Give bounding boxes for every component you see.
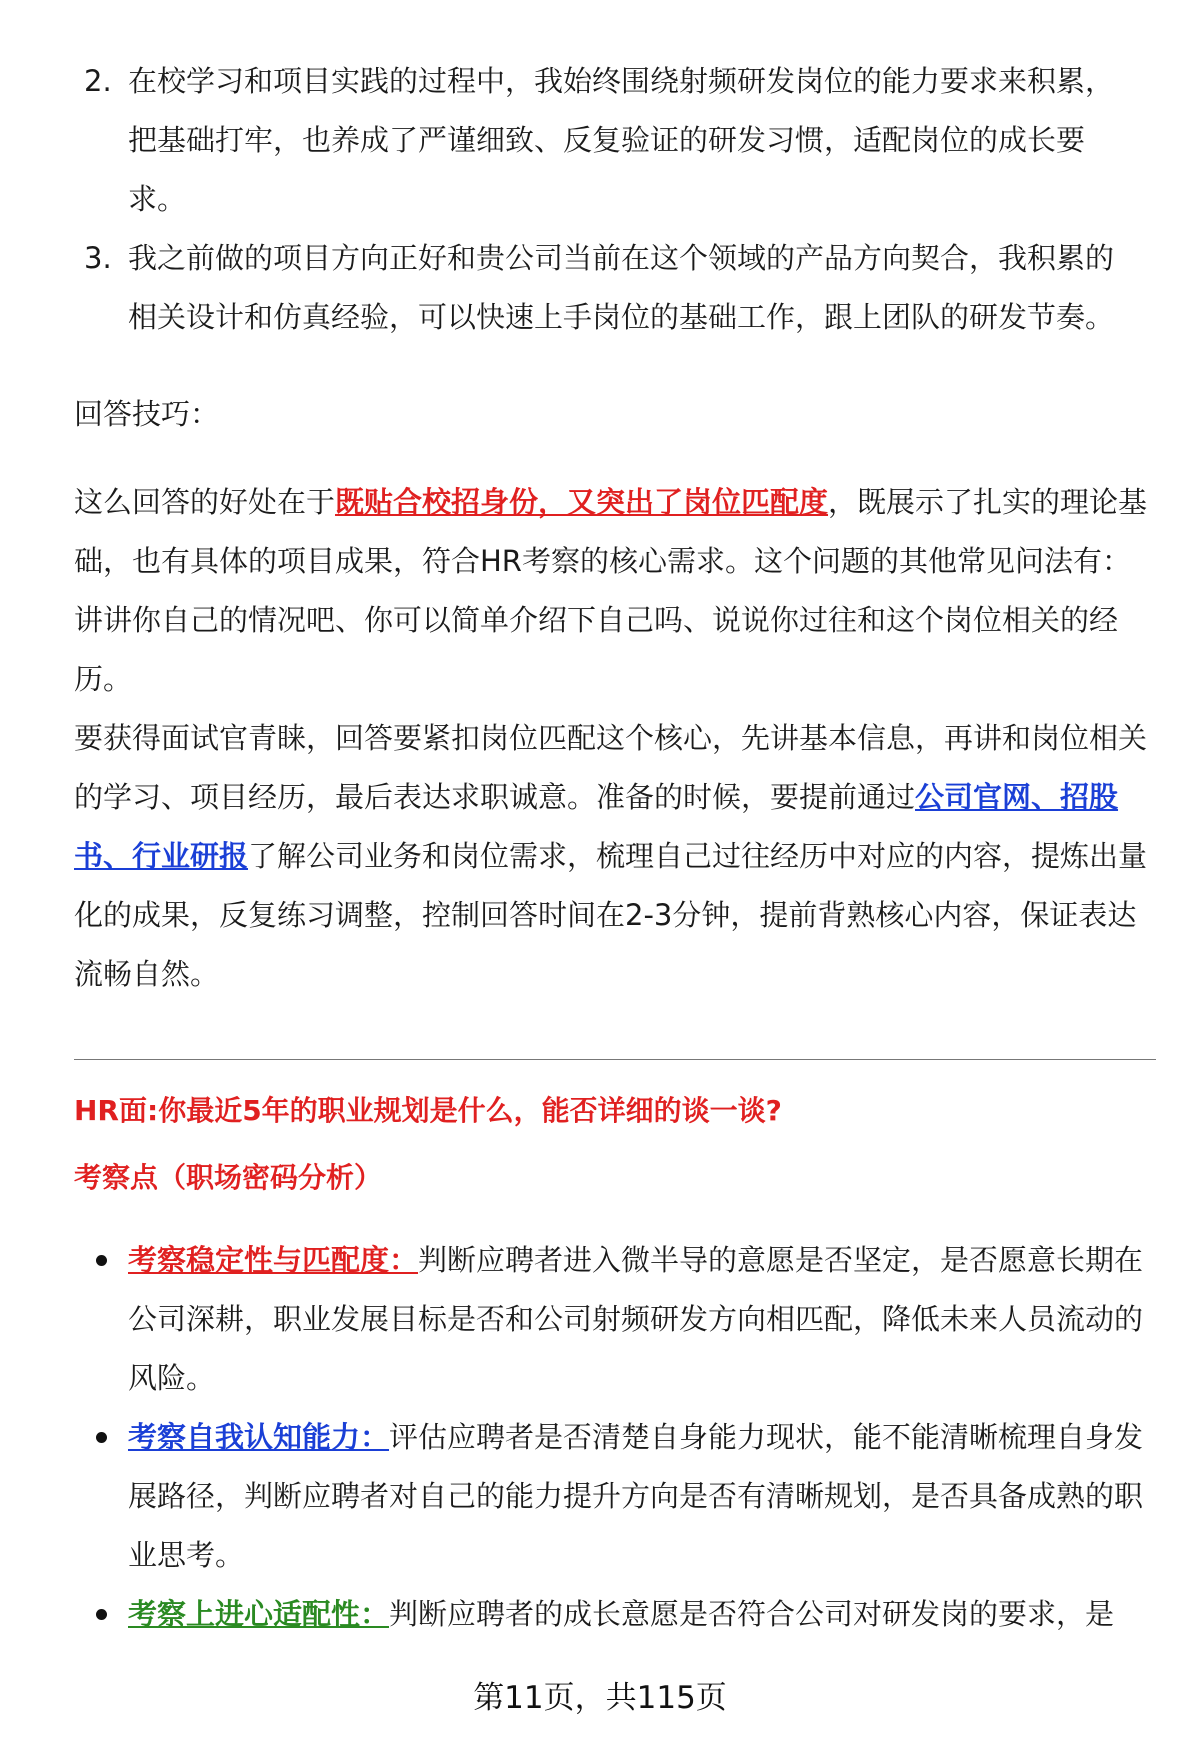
tips-paragraph-2-pre: 要获得面试官青睐，回答要紧扣岗位匹配这个核心，先讲基本信息，再讲和岗位相关的学习、项目经历，最后表达求职诚意。准备的时候，要提前通过 — [74, 721, 1148, 814]
highlight-link-red[interactable]: 既贴合校招身份，又突出了岗位匹配度 — [335, 485, 829, 519]
bullet-item — [96, 1231, 1156, 1408]
numbered-list — [72, 52, 1142, 347]
page-footer: 第11页，共115页 — [473, 1680, 727, 1716]
list-item — [72, 52, 1142, 229]
list-item-text: 在校学习和项目实践的过程中，我始终围绕射频研发岗位的能力要求来积累，把基础打牢，也养成了严谨细致、反复验证的研发习惯，适配岗位的成长要求。 — [128, 64, 1115, 216]
bullet-text: 判断应聘者进入微半导的意愿是否坚定，是否愿意长期在公司深耕，职业发展目标是否和公司射频研发方向相匹配，降低未来人员流动的风险。 — [128, 1243, 1144, 1395]
tips-paragraph-1-post: ，既展示了扎实的理论基础，也有具体的项目成果，符合HR考察的核心需求。这个问题的其他常见问法有：讲讲你自己的情况吧、你可以简单介绍下自己吗、说说你过往和这个岗位相关的经历。 — [74, 485, 1148, 696]
list-item-text: 我之前做的项目方向正好和贵公司当前在这个领域的产品方向契合，我积累的相关设计和仿真经验，可以快速上手岗位的基础工作，跟上团队的研发节奏。 — [128, 241, 1115, 334]
list-number: 3. — [84, 241, 112, 275]
bullet-dot-icon — [96, 1255, 107, 1266]
list-number: 2. — [84, 64, 112, 98]
tips-paragraph-2-post: 了解公司业务和岗位需求，梳理自己过往经历中对应的内容，提炼出量化的成果，反复练习调整，控制回答时间在2-3分钟，提前背熟核心内容，保证表达流畅自然。 — [74, 839, 1148, 991]
question-heading: HR面:你最近5年的职业规划是什么，能否详细的谈一谈? — [74, 1094, 782, 1127]
list-item — [72, 229, 1142, 347]
tips-paragraph-2 — [74, 709, 1156, 1004]
bullet-dot-icon — [96, 1609, 107, 1620]
bullet-text: 评估应聘者是否清楚自身能力现状，能不能清晰梳理自身发展路径，判断应聘者对自己的能力提升方向是否有清晰规划，是否具备成熟的职业思考。 — [128, 1420, 1144, 1572]
tips-label: 回答技巧： — [74, 397, 220, 431]
points-heading: 考察点（职场密码分析） — [74, 1161, 383, 1194]
bullet-label-link[interactable]: 考察稳定性与匹配度： — [128, 1243, 419, 1277]
bullet-text: 判断应聘者的成长意愿是否符合公司对研发岗的要求，是 — [389, 1597, 1115, 1631]
bullet-label-link[interactable]: 考察上进心适配性： — [128, 1597, 390, 1631]
bullet-label-link[interactable]: 考察自我认知能力： — [128, 1420, 390, 1454]
tips-paragraph-1 — [74, 473, 1156, 709]
section-divider — [74, 1059, 1156, 1060]
bullet-item — [96, 1585, 1156, 1644]
bullet-dot-icon — [96, 1432, 107, 1443]
tips-paragraph-1-pre: 这么回答的好处在于 — [74, 485, 336, 519]
bullet-list — [96, 1231, 1156, 1644]
highlight-link-blue[interactable]: 公司官网、招股书、行业研报 — [74, 780, 1119, 873]
bullet-item — [96, 1408, 1156, 1585]
